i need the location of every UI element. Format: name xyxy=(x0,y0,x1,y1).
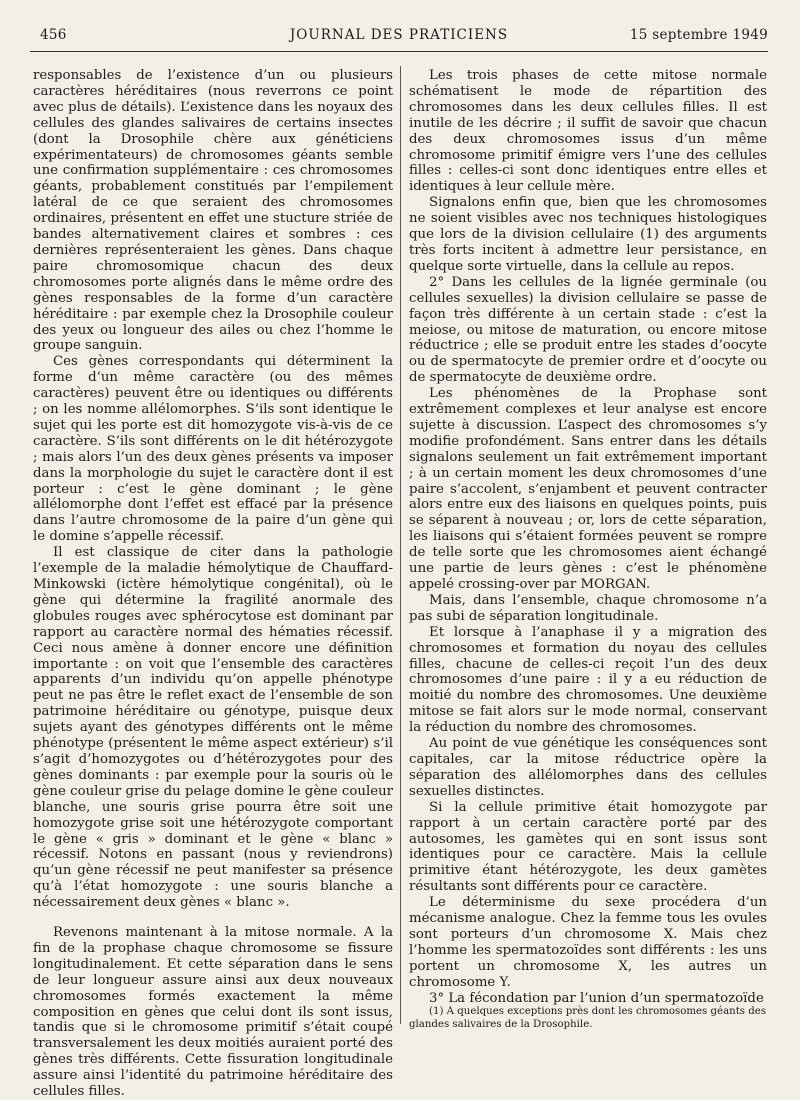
paragraph: Si la cellule primitive était homozygote par rapport à un certain caractère porté par des autosomes, les gamètes qui en sont issus sont identiques pour ce caractère. Mais la cellule primitive étant hétérozygote, les deux gamètes résultants sont différents pour ce caractère. xyxy=(409,799,767,895)
header-rule xyxy=(30,51,768,52)
paragraph: Il est classique de citer dans la pathologie l’exemple de la maladie hémolytique de Chauffard-Minkowski (ictère hémolytique congénital), où le gène qui détermine la fragilité anormale des globules rouges avec sphérocytose est dominant par rapport au caractère normal des hématies récessif. Ceci nous amène à donner encore une définition importante : on voit que l’ensemble des caractères apparents d’un individu qu’on appelle phénotype peut ne pas être le reflet exact de l’ensemble de son patrimoine héréditaire ou génotype, puisque deux sujets ayant des génotypes différents ont le même phénotype (présentent le même aspect extérieur) s’il s’agit d’homozygotes ou d’hétérozygotes pour des gènes dominants : par exemple pour la souris où le gène couleur grise du pelage domine le gène couleur blanche, une souris grise pourra être soit une homozygote grise soit une hétérozygote comportant le gène « gris » dominant et le gène « blanc » récessif. Notons en passant (nous y reviendrons) qu’un gène récessif ne peut manifester sa présence qu’à l’état homozygote : une souris blanche a nécessairement deux gènes « blanc ». xyxy=(33,545,393,911)
page-number: 456 xyxy=(40,27,67,43)
right-column xyxy=(409,68,767,1032)
paragraph: 2° Dans les cellules de la lignée germinale (ou cellules sexuelles) la division cellulaire se passe de façon très différente à un certain stade : c’est la meiose, ou mitose de maturation, ou encore mitose réductrice ; elle se produit entre les stades d’oocyte ou de spermatocyte de premier ordre et d’oocyte ou de spermatocyte de deuxième ordre. xyxy=(409,274,767,386)
journal-title: JOURNAL DES PRATICIENS xyxy=(289,27,509,43)
paragraph: responsables de l’existence d’un ou plusieurs caractères héréditaires (nous reverrons ce point avec plus de détails). L’existence dans les noyaux des cellules des glandes salivaires de certains insectes (dont la Drosophile chère aux généticiens expérimentateurs) de chromosomes géants semble une confirmation supplémentaire : ces chromosomes géants, probablement constitués par l’empilement latéral de ce que seraient des chromosomes ordinaires, présentent en effet une stucture striée de bandes alternativement claires et sombres : ces dernières représenteraient les gènes. Dans chaque paire chromosomique chacun des deux chromosomes porte alignés dans le même ordre des gènes responsables de la forme d’un caractère héréditaire : par exemple chez la Drosophile couleur des yeux ou longueur des ailes ou chez l’homme le groupe sanguin. xyxy=(33,68,393,354)
paragraph: Les trois phases de cette mitose normale schématisent le mode de répartition des chromosomes dans les deux cellules filles. Il est inutile de les décrire ; il suffit de savoir que chacun des deux chromosomes issus d’un même chromosome primitif émigre vers l’une des cellules filles : celles-ci sont donc identiques entre elles et identiques à leur cellule mère. xyxy=(409,68,767,195)
paragraph: Et lorsque à l’anaphase il y a migration des chromosomes et formation du noyau des cellules filles, chacune de celles-ci reçoit l’un des deux chromosomes d’une paire : il y a eu réduction de moitié du nombre des chromosomes. Une deuxième mitose se fait alors sur le mode normal, conservant la réduction du nombre des chromosomes. xyxy=(409,624,767,736)
paragraph: Le déterminisme du sexe procédera d’un mécanisme analogue. Chez la femme tous les ovules sont porteurs d’un chromosome X. Mais chez l’homme les spermatozoïdes sont différents : les uns portent un chromosome X, les autres un chromosome Y. xyxy=(409,895,767,990)
paragraph: Ces gènes correspondants qui déterminent la forme d’un même caractère (ou des mêmes caractères) peuvent être ou identiques ou différents ; on les nomme allélomorphes. S’ils sont identique le sujet qui les porte est dit homozygote vis-à-vis de ce caractère. S’ils sont différents on le dit hétérozygote ; mais alors l’un des deux gènes présents va imposer dans la morphologie du sujet le caractère dont il est porteur : c’est le gène dominant ; le gène allélomorphe dont l’effet est effacé par la présence dans l’autre chromosome de la paire d’un gène qui le domine s’appelle récessif. xyxy=(33,354,393,545)
paragraph: Les phénomènes de la Prophase sont extrêmement complexes et leur analyse est encore sujette à discussion. L’aspect des chromosomes s’y modifie profondément. Sans entrer dans les détails signalons seulement un fait extrêmement important ; à un certain moment les deux chromosomes d’une paire s’accolent, s’enjambent et peuvent contracter alors entre eux des liaisons en quelques points, puis se séparent à nouveau ; or, lors de cette séparation, les liaisons qui s’étaient formées peuvent se rompre de telle sorte que les chromosomes aient échangé une partie de leurs gènes : c’est le phénomène appelé crossing-over par MORGAN. xyxy=(409,386,767,592)
left-column xyxy=(33,68,393,1100)
paragraph: Au point de vue génétique les conséquences sont capitales, car la mitose réductrice opère la séparation des allélomorphes dans des cellules sexuelles distinctes. xyxy=(409,736,767,799)
paragraph: Mais, dans l’ensemble, chaque chromosome n’a pas subi de séparation longitudinale. xyxy=(409,592,767,624)
paragraph: Signalons enfin que, bien que les chromosomes ne soient visibles avec nos techniques histologiques que lors de la division cellulaire (1) des arguments très forts incitent à admettre leur persistance, en quelque sorte virtuelle, dans la cellule au repos. xyxy=(409,195,767,274)
column-divider xyxy=(400,66,401,1024)
footnote: (1) A quelques exceptions près dont les chromosomes géants des glandes salivaires de la Drosophile. xyxy=(409,1006,767,1031)
paragraph: 3° La fécondation par l’union d’un spermatozoïde xyxy=(429,990,764,1006)
issue-date: 15 septembre 1949 xyxy=(629,27,768,43)
paragraph: Revenons maintenant à la mitose normale. A la fin de la prophase chaque chromosome se fissure longitudinalement. Et cette séparation dans le sens de leur longueur assure ainsi aux deux nouveaux chromosomes formés exactement la même composition en gènes que celui dont ils sont issus, tandis que si le chromosome primitif s’était coupé transversalement les deux moitiés auraient porté des gènes très différents. Cette fissuration longitudinale assure ainsi l’identité du patrimoine héréditaire des cellules filles. xyxy=(33,925,394,1100)
page-header xyxy=(30,27,768,49)
